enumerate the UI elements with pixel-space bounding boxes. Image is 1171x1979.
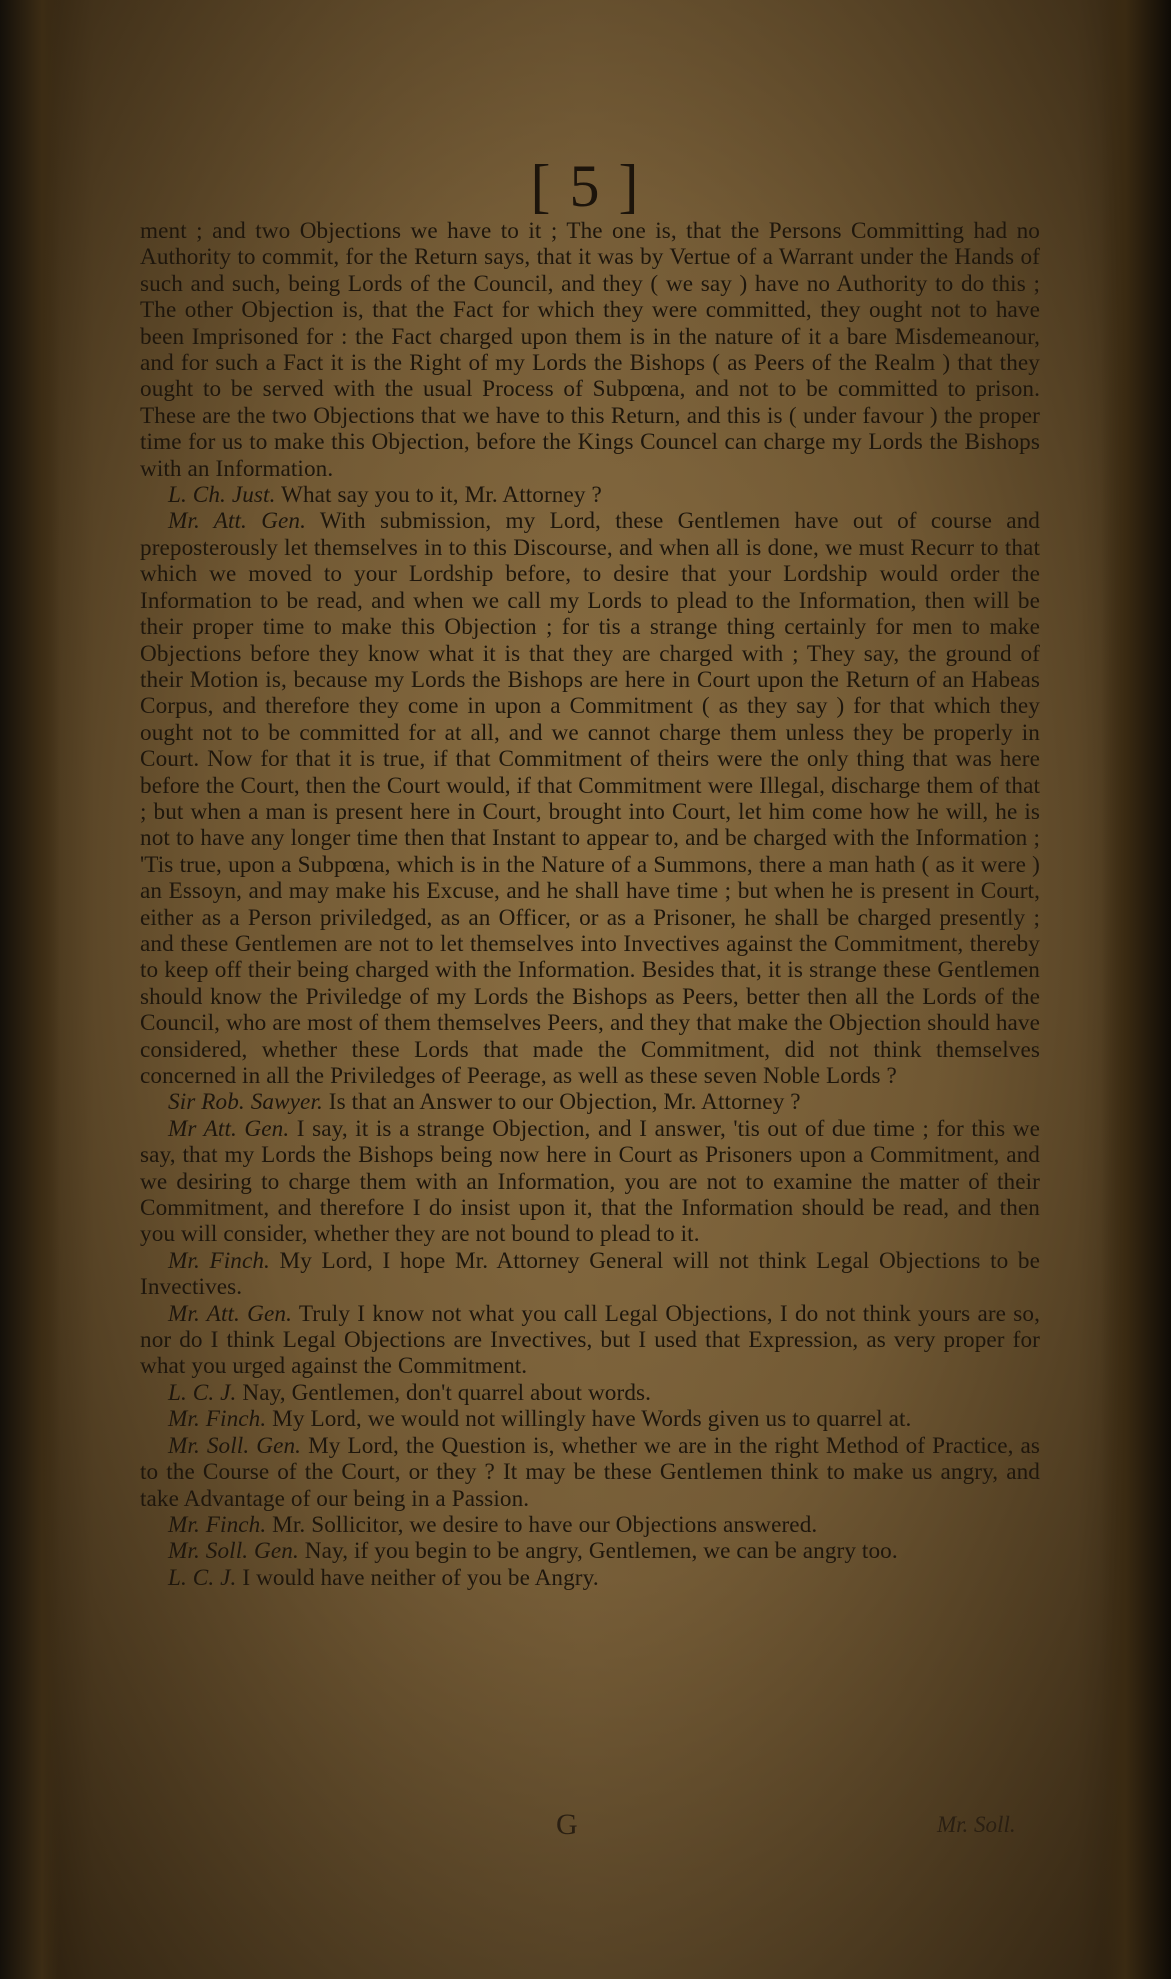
speaker: Mr. Att. Gen. — [168, 1300, 292, 1327]
page-left-shadow — [0, 0, 60, 1979]
page-number: [ 5 ] — [530, 153, 641, 219]
speaker: Mr Att. Gen. — [168, 1115, 290, 1142]
paragraph-text: Nay, Gentlemen, don't quarrel about words. — [242, 1379, 652, 1406]
speaker: L. C. J. — [168, 1564, 237, 1591]
body-text — [140, 218, 1040, 1591]
paragraph-3 — [140, 508, 1040, 1089]
paragraph-7 — [140, 1301, 1040, 1380]
speaker: Mr. Finch. — [168, 1247, 270, 1274]
paragraph-text: I would have neither of you be Angry. — [242, 1564, 599, 1591]
paragraph-text: Is that an Answer to our Objection, Mr. Attorney ? — [328, 1089, 801, 1116]
paragraph-text: ment ; and two Objections we have to it ; The one is, that the Persons Committing had no Authority to commit, for the Return says, that it was by Vertue of a Warrant under the Hands of such and such, being Lords of the Council, and they ( we say ) have no Authority to do this ; The other Objection is, that the Fact for which they were committed, they ought not to have been Imprisoned for : the Fact charged upon them is in the nature of it a bare Misdemeanour, and for such a Fact it is the Right of my Lords the Bishops ( as Peers of the Realm ) that they ought to be served with the usual Process of Subpœna, and not to be committed to prison. These are the two Objections that we have to this Return, and this is ( under favour ) the proper time for us to make this Objection, before the Kings Councel can charge my Lords the Bishops with an Information. — [140, 218, 1040, 482]
paragraph-11 — [140, 1512, 1040, 1538]
signature-mark: G — [556, 1808, 578, 1841]
page-right-shadow — [1101, 0, 1171, 1979]
speaker: L. Ch. Just. — [168, 482, 276, 509]
paragraph-text: I say, it is a strange Objection, and I answer, 'tis out of due time ; for this we say, that my Lords the Bishops being now here in Court as Prisoners upon a Commitment, and we desiring to charge them with an Information, you are not to examine the matter of their Commitment, and therefore I do insist upon it, that the Information should be read, and then you will consider, whether they are not bound to plead to it. — [140, 1115, 1040, 1248]
paragraph-4 — [140, 1089, 1040, 1115]
speaker: Mr. Finch. — [168, 1511, 267, 1538]
paragraph-13 — [140, 1565, 1040, 1591]
paragraph-5 — [140, 1116, 1040, 1248]
speaker: L. C. J. — [168, 1379, 237, 1406]
paragraph-text: My Lord, I hope Mr. Attorney General will not think Legal Objections to be Invectives. — [140, 1247, 1040, 1301]
speaker: Sir Rob. Sawyer. — [168, 1089, 323, 1116]
paragraph-9 — [140, 1406, 1040, 1432]
paragraph-2 — [140, 482, 1040, 508]
paragraph-text: My Lord, the Question is, whether we are in the right Method of Practice, as to the Course of the Court, or they ? It may be these Gentlemen think to make us angry, and take Advantage of our being in a Passion. — [140, 1432, 1041, 1512]
paragraph-text: With submission, my Lord, these Gentlemen have out of course and preposterously let themselves in to this Discourse, and when all is done, we must Recurr to that which we moved to your Lordship before, to desire that your Lordship would order the Information to be read, and when we call my Lords to plead to the Information, then will be their proper time to make this Objection ; for tis a strange thing certainly for men to make Objections before they know what it is that they are charged with ; They say, the ground of their Motion is, because my Lords the Bishops are here in Court upon the Return of an Habeas Corpus, and therefore they come in upon a Commitment ( as they say ) for that which they ought not to be committed for at all, and we cannot charge them unless they be properly in Court. Now for that it is true, if that Commitment of theirs were the only thing that was here before the Court, then the Court would, if that Commitment were Illegal, discharge them of that ; but when a man is present here in Court, brought into Court, let him come how he will, he is not to have any longer time then that Instant to appear to, and be charged with the Information ; 'Tis true, upon a Subpœna, which is in the Nature of a Summons, there a man hath ( as it were ) an Essoyn, and may make his Excuse, and he shall have time ; but when he is present in Court, either as a Person priviledged, as an Officer, or as a Prisoner, he shall be charged presently ; and these Gentlemen are not to let themselves into Invectives against the Commitment, thereby to keep off their being charged with the Information. Besides that, it is strange these Gentlemen should know the Priviledge of my Lords the Bishops as Peers, better then all the Lords of the Council, who are most of them themselves Peers, and they that make the Objection should have considered, whether these Lords that made the Commitment, did not think themselves concerned in all the Priviledges of Peerage, as well as these seven Noble Lords ? — [140, 508, 1040, 1089]
paragraph-1 — [140, 218, 1040, 482]
paragraph-6 — [140, 1248, 1040, 1301]
paragraph-text: Truly I know not what you call Legal Objections, I do not think yours are so, nor do I think Legal Objections are Invectives, but I used that Expression, as very proper for what you urged against the Commitment. — [140, 1300, 1041, 1380]
paragraph-text: Mr. Sollicitor, we desire to have our Objections answered. — [272, 1511, 818, 1538]
speaker: Mr. Att. Gen. — [168, 508, 307, 535]
paragraph-12 — [140, 1538, 1040, 1564]
catchword: Mr. Soll. — [937, 1812, 1016, 1837]
paragraph-text: What say you to it, Mr. Attorney ? — [280, 482, 602, 509]
paragraph-text: My Lord, we would not willingly have Words given us to quarrel at. — [272, 1406, 912, 1433]
paragraph-text: Nay, if you begin to be angry, Gentlemen, we can be angry too. — [304, 1538, 898, 1565]
speaker: Mr. Soll. Gen. — [168, 1432, 302, 1459]
speaker: Mr. Soll. Gen. — [168, 1538, 299, 1565]
paragraph-8 — [140, 1380, 1040, 1406]
speaker: Mr. Finch. — [168, 1406, 267, 1433]
paragraph-10 — [140, 1433, 1040, 1512]
